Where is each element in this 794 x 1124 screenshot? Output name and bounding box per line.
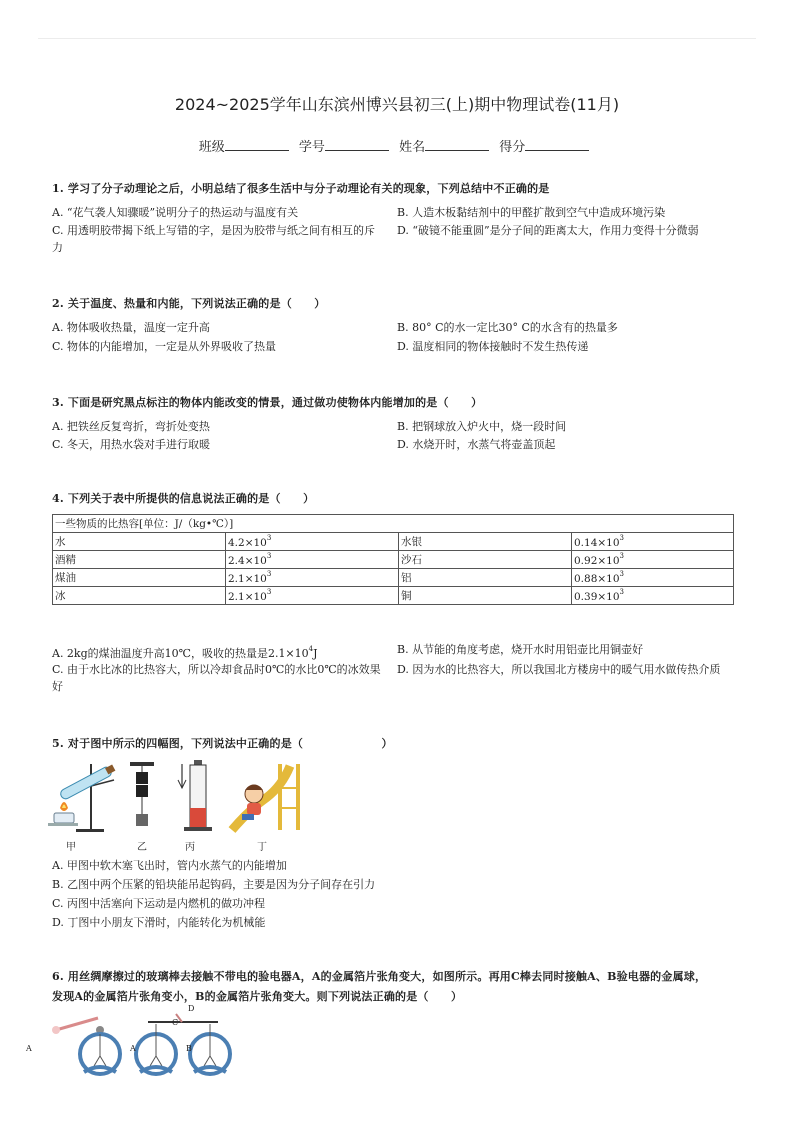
table-cell: 水银 (399, 533, 572, 551)
question-4-stem: 4. 下列关于表中所提供的信息说法正确的是（ ） (52, 492, 315, 505)
figure-6-label-a1: A (26, 1044, 32, 1053)
table-cell: 水 (53, 533, 226, 551)
table-cell: $2.1\times 10^3$ (226, 587, 399, 605)
table-cell: $4.2\times 10^3$ (226, 533, 399, 551)
table-cell: $2.4\times 10^3$ (226, 551, 399, 569)
question-5-option-c[interactable]: C. 丙图中活塞向下运动是内燃机的做功冲程 (52, 897, 266, 910)
figure-6-label-d: D (188, 1004, 195, 1013)
name-label: 姓名 (399, 140, 426, 155)
question-5-option-a[interactable]: A. 甲图中软木塞飞出时，管内水蒸气的内能增加 (52, 859, 287, 872)
question-1-stem: 1. 学习了分子动理论之后，小明总结了很多生活中与分子动理论有关的现象，下列总结中不正确的是 (52, 182, 550, 195)
question-3-stem: 3. 下面是研究黑点标注的物体内能改变的情景，通过做功使物体内能增加的是（ ） (52, 396, 483, 409)
student-info-line (0, 136, 794, 155)
question-1-option-d[interactable]: D. “破镜不能重圆”是分子间的距离太大，作用力变得十分微弱 (397, 224, 699, 237)
question-6-figure (48, 1010, 248, 1080)
header-divider (38, 38, 756, 39)
figure-label-bing: 丙 (185, 842, 195, 853)
table-cell: 铝 (399, 569, 572, 587)
table-row (53, 551, 734, 569)
class-label: 班级 (198, 140, 225, 155)
question-3-option-a[interactable]: A. 把铁丝反复弯折，弯折处变热 (52, 420, 210, 433)
table-cell: 铜 (399, 587, 572, 605)
lead-blocks-apparatus (130, 762, 154, 826)
table-cell: $0.92\times 10^3$ (572, 551, 734, 569)
question-4-option-b[interactable]: B. 从节能的角度考虑，烧开水时用铝壶比用铜壶好 (397, 643, 644, 656)
electroscope-a-single (52, 1018, 120, 1074)
figure-label-ding: 丁 (257, 842, 267, 853)
question-5-figure (44, 758, 314, 838)
table-row (53, 533, 734, 551)
id-label: 学号 (298, 140, 325, 155)
figure-6-label-b: B (186, 1044, 192, 1053)
question-4-option-a[interactable]: A. 2kg的煤油温度升高10℃，吸收的热量是$2.1\times 10^4J$ (52, 645, 318, 660)
electroscopes-a-b-with-rod (136, 1014, 230, 1074)
question-6-stem-line-2: 发现A的金属箔片张角变小，B的金属箔片张角变大。则下列说法正确的是（ ） (52, 990, 463, 1003)
table-cell: $2.1\times 10^3$ (226, 569, 399, 587)
specific-heat-table (52, 514, 734, 605)
table-cell: 煤油 (53, 569, 226, 587)
table-cell: $0.14\times 10^3$ (572, 533, 734, 551)
question-3-option-d[interactable]: D. 水烧开时，水蒸气将壶盖顶起 (397, 438, 556, 451)
question-1-option-a[interactable]: A. “花气袭人知骤暖”说明分子的热运动与温度有关 (52, 206, 299, 219)
table-cell: 冰 (53, 587, 226, 605)
figure-6-label-c: C (172, 1018, 179, 1027)
name-field[interactable] (425, 138, 489, 151)
question-2-stem: 2. 关于温度、热量和内能，下列说法正确的是（ ） (52, 297, 326, 310)
question-5-stem: 5. 对于图中所示的四幅图，下列说法中正确的是（ ） (52, 737, 393, 750)
question-1-option-b[interactable]: B. 人造木板黏结剂中的甲醛扩散到空气中造成环境污染 (397, 206, 666, 219)
question-2-option-c[interactable]: C. 物体的内能增加，一定是从外界吸收了热量 (52, 340, 277, 353)
question-3-option-c[interactable]: C. 冬天，用热水袋对手进行取暖 (52, 438, 211, 451)
question-4-option-c[interactable]: C. 由于水比冰的比热容大，所以冷却食品时0℃的水比0℃的冰效果好 (52, 663, 381, 693)
table-cell: 酒精 (53, 551, 226, 569)
page-title: 2024~2025学年山东滨州博兴县初三(上)期中物理试卷(11月) (174, 95, 620, 114)
table-caption: 一些物质的比热容[单位：J/（kg•℃）] (53, 515, 734, 533)
question-2-option-a[interactable]: A. 物体吸收热量，温度一定升高 (52, 321, 210, 334)
test-tube-apparatus (48, 764, 115, 832)
figure-label-jia: 甲 (66, 842, 76, 853)
figure-label-yi: 乙 (137, 842, 147, 853)
question-2-option-d[interactable]: D. 温度相同的物体接触时不发生热传递 (397, 340, 589, 353)
question-5-option-b[interactable]: B. 乙图中两个压紧的铅块能吊起钩码，主要是因为分子间存在引力 (52, 878, 376, 891)
id-field[interactable] (325, 138, 389, 151)
figure-6-label-a2: A (130, 1044, 136, 1053)
table-row (53, 587, 734, 605)
table-cell: $0.39\times 10^3$ (572, 587, 734, 605)
question-1-option-c[interactable]: C. 用透明胶带揭下纸上写错的字，是因为胶带与纸之间有相互的斥力 (52, 224, 376, 254)
table-cell: $0.88\times 10^3$ (572, 569, 734, 587)
class-field[interactable] (225, 138, 289, 151)
question-3-option-b[interactable]: B. 把钢球放入炉火中，烧一段时间 (397, 420, 567, 433)
question-4-option-d[interactable]: D. 因为水的比热容大，所以我国北方楼房中的暖气用水做传热介质 (397, 663, 721, 676)
piston-cylinder-apparatus (178, 760, 212, 831)
slide-illustration (232, 764, 298, 830)
table-cell: 沙石 (399, 551, 572, 569)
question-5-option-d[interactable]: D. 丁图中小朋友下滑时，内能转化为机械能 (52, 916, 266, 929)
score-label: 得分 (499, 140, 526, 155)
score-field[interactable] (525, 138, 589, 151)
question-6-stem-line-1: 6. 用丝绸摩擦过的玻璃棒去接触不带电的验电器A，A的金属箔片张角变大，如图所示。再用C棒去同时接触A、B验电器的金属球， (52, 970, 707, 983)
question-2-option-b[interactable]: B. 80° C的水一定比30° C的水含有的热量多 (397, 321, 618, 334)
table-row (53, 569, 734, 587)
